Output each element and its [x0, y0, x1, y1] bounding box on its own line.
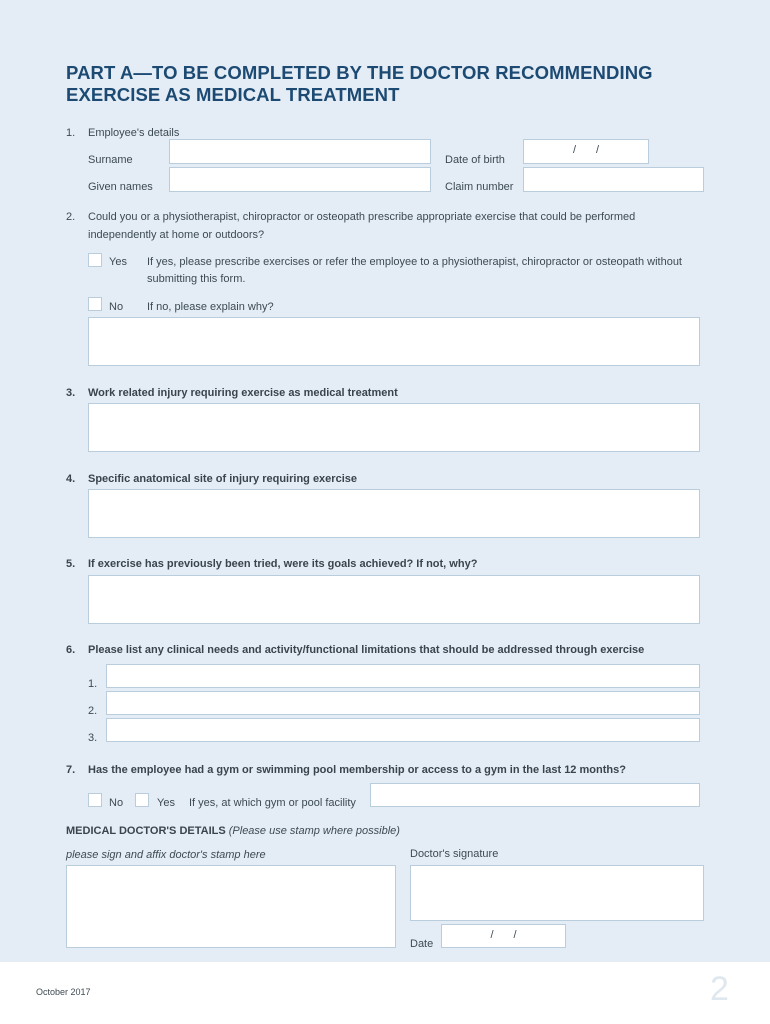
q5-textarea[interactable]: [88, 575, 700, 624]
q2-no-label: No: [109, 301, 124, 313]
q7-yes-checkbox[interactable]: [135, 793, 149, 807]
q1-label: Employee's details: [88, 127, 180, 139]
date-separator-2: /: [513, 929, 517, 941]
page-title: [66, 62, 726, 106]
dob-separator-1: /: [572, 144, 576, 156]
q5-label: If exercise has previously been tried, were its goals achieved? If not, why?: [88, 558, 478, 570]
q6-item-2-input[interactable]: [106, 691, 700, 715]
q6-item-3-number: 3.: [88, 732, 98, 744]
date-separator-1: /: [490, 929, 494, 941]
q6-item-1-input[interactable]: [106, 664, 700, 688]
q1-number: 1.: [66, 127, 76, 139]
q4-textarea[interactable]: [88, 489, 700, 538]
doctor-heading-text: MEDICAL DOCTOR'S DETAILS: [66, 825, 226, 837]
q6-item-3-input[interactable]: [106, 718, 700, 742]
signature-label: Doctor's signature: [410, 848, 499, 860]
dob-label: Date of birth: [445, 154, 505, 166]
q7-facility-label: If yes, at which gym or pool facility: [189, 797, 356, 809]
q5-number: 5.: [66, 558, 76, 570]
q2-line-1: Could you or a physiotherapist, chiropractor or osteopath prescribe appropriate exercise that could be performed: [88, 211, 636, 223]
q7-number: 7.: [66, 764, 76, 776]
doctor-details-heading: [66, 824, 400, 838]
doctor-heading-note: (Please use stamp where possible): [228, 825, 400, 837]
q6-item-1-number: 1.: [88, 678, 98, 690]
stamp-area[interactable]: [66, 865, 396, 948]
signature-input[interactable]: [410, 865, 704, 921]
q2-no-checkbox[interactable]: [88, 297, 102, 311]
q7-no-checkbox[interactable]: [88, 793, 102, 807]
doctor-date-label: Date: [410, 938, 434, 950]
q3-label: Work related injury requiring exercise as medical treatment: [88, 387, 398, 399]
claim-number-label: Claim number: [445, 181, 514, 193]
q3-textarea[interactable]: [88, 403, 700, 452]
q6-item-2-number: 2.: [88, 705, 98, 717]
q2-number: 2.: [66, 211, 76, 223]
q2-explain-textarea[interactable]: [88, 317, 700, 366]
dob-separator-2: /: [596, 144, 600, 156]
q2-yes-checkbox[interactable]: [88, 253, 102, 267]
surname-input[interactable]: [169, 139, 431, 164]
q6-label: Please list any clinical needs and activity/functional limitations that should be addressed through exercise: [88, 644, 645, 656]
q2-no-text: If no, please explain why?: [147, 301, 274, 313]
stamp-label: please sign and affix doctor's stamp here: [66, 849, 266, 861]
surname-label: Surname: [88, 154, 133, 166]
q4-number: 4.: [66, 473, 76, 485]
q7-facility-input[interactable]: [370, 783, 700, 807]
q2-yes-label: Yes: [109, 256, 127, 268]
page-number: 2: [710, 970, 729, 1008]
page-footer: [0, 962, 770, 1024]
given-names-label: Given names: [88, 181, 153, 193]
q2-line-2: independently at home or outdoors?: [88, 229, 265, 241]
q6-number: 6.: [66, 644, 76, 656]
doctor-date-input[interactable]: [441, 924, 566, 948]
q4-label: Specific anatomical site of injury requiring exercise: [88, 473, 357, 485]
claim-number-input[interactable]: [523, 167, 704, 192]
given-names-input[interactable]: [169, 167, 431, 192]
q2-yes-text-1: If yes, please prescribe exercises or refer the employee to a physiotherapist, chiropractor or osteopath without: [147, 256, 682, 268]
q2-yes-text-2: submitting this form.: [147, 273, 246, 285]
title-line-1: PART A—TO BE COMPLETED BY THE DOCTOR RECOMMENDING: [66, 62, 653, 83]
q7-yes-label: Yes: [157, 797, 175, 809]
footer-date: October 2017: [36, 987, 91, 997]
q3-number: 3.: [66, 387, 76, 399]
q7-label: Has the employee had a gym or swimming pool membership or access to a gym in the last 12 months?: [88, 764, 626, 776]
title-line-2: EXERCISE AS MEDICAL TREATMENT: [66, 84, 400, 105]
q7-no-label: No: [109, 797, 124, 809]
dob-input[interactable]: [523, 139, 649, 164]
